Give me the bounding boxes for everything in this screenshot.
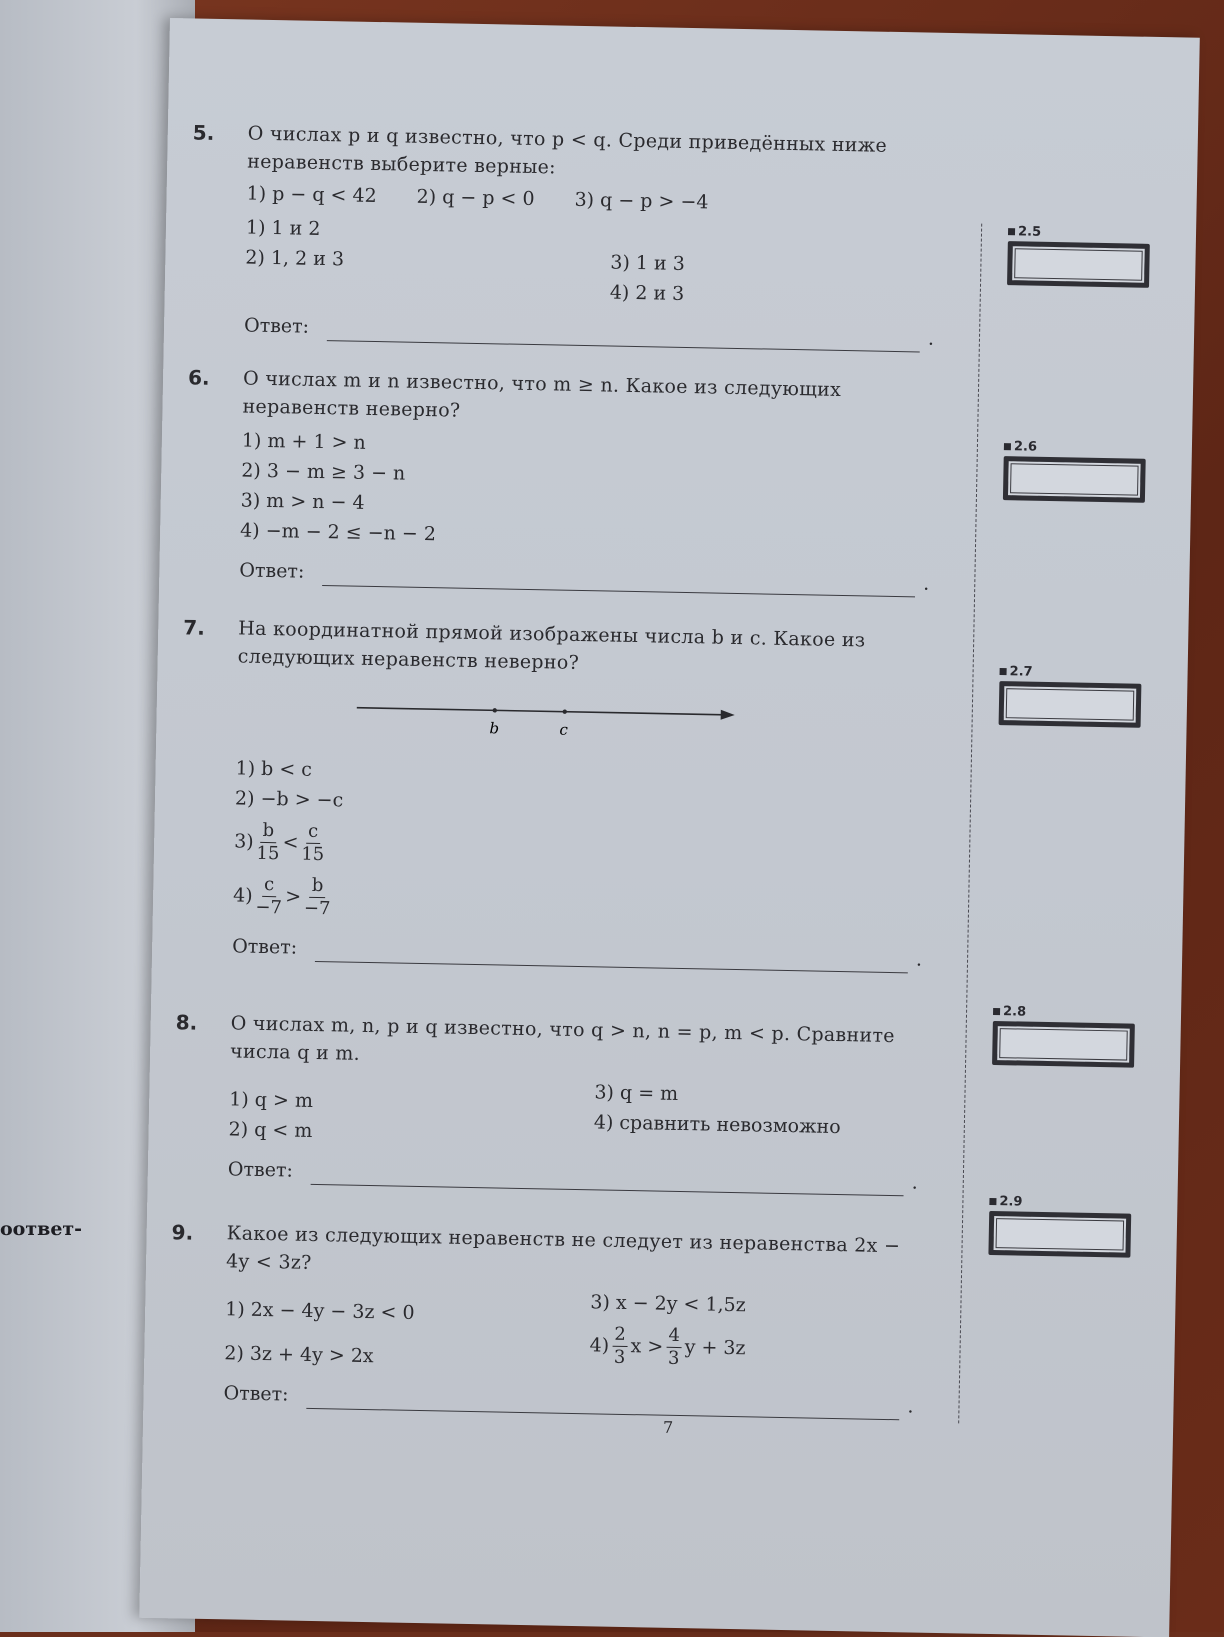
answer-option: 1) 1 и 2 bbox=[245, 216, 321, 240]
answer-option: 3) 1 и 3 bbox=[610, 251, 686, 275]
answer-box[interactable] bbox=[992, 1021, 1135, 1068]
answer-line[interactable] bbox=[311, 1162, 904, 1196]
denominator: 3 bbox=[667, 1347, 680, 1369]
answer-label: Ответ: bbox=[227, 1158, 294, 1182]
numerator: b bbox=[260, 819, 276, 842]
point-c-label: c bbox=[559, 720, 568, 739]
answer-option: 3) q = m bbox=[594, 1081, 679, 1105]
box-tag: 2.7 bbox=[999, 664, 1149, 682]
answer-option: 1) m + 1 > n bbox=[241, 429, 366, 454]
answer-option bbox=[589, 1318, 915, 1378]
fraction bbox=[301, 820, 325, 865]
task-question: О числах m, n, p и q известно, что q > n, n = p, m < p. Сравните числа q и m. bbox=[229, 1012, 896, 1065]
answer-box-9 bbox=[988, 1194, 1139, 1258]
numerator: 2 bbox=[612, 1323, 628, 1346]
statement: 3) q − p > −4 bbox=[574, 188, 709, 214]
numerator: 4 bbox=[666, 1324, 682, 1347]
option-prefix: 3) bbox=[233, 830, 254, 853]
numerator: c bbox=[306, 820, 321, 843]
answer-box[interactable] bbox=[1003, 456, 1146, 503]
task-question: На координатной прямой изображены числа b и c. Какое из следующих неравенств неверно? bbox=[237, 617, 866, 674]
answer-row: Ответ: . bbox=[228, 1155, 918, 1196]
answer-row: Ответ: . bbox=[244, 311, 934, 352]
fraction bbox=[304, 874, 331, 920]
task-question: Какое из следующих неравенств не следует из неравенства 2x − 4y < 3z? bbox=[225, 1222, 901, 1274]
denominator: 3 bbox=[613, 1346, 626, 1368]
answer-option: 2) −b > −c bbox=[234, 787, 344, 812]
axis-line bbox=[357, 708, 725, 715]
answer-option: 3) x − 2y < 1,5z bbox=[590, 1291, 746, 1317]
answer-box[interactable] bbox=[1007, 241, 1150, 288]
task-question: О числах m и n известно, что m ≥ n. Какое из следующих неравенств неверно? bbox=[242, 367, 842, 422]
answer-option: 1) q > m bbox=[229, 1088, 314, 1112]
option-prefix: 4) bbox=[589, 1334, 610, 1357]
worksheet-page bbox=[139, 18, 1200, 1637]
answer-label: Ответ: bbox=[243, 314, 310, 338]
page-number: 7 bbox=[662, 1417, 674, 1437]
answer-option: 2) 3z + 4y > 2x bbox=[224, 1342, 374, 1368]
point-c bbox=[563, 709, 567, 713]
denominator: 15 bbox=[301, 843, 325, 865]
answer-option: 4) 2 и 3 bbox=[609, 281, 685, 305]
fraction bbox=[255, 873, 282, 919]
fraction bbox=[256, 819, 280, 864]
task-question: О числах p и q известно, что p < q. Среди приведённых ниже неравенств выберите верные: bbox=[247, 122, 888, 179]
answer-line[interactable] bbox=[327, 318, 920, 352]
task-7 bbox=[183, 614, 929, 973]
answer-row: Ответ: . bbox=[232, 932, 922, 973]
box-tag: 2.9 bbox=[989, 1194, 1139, 1212]
margin-divider bbox=[958, 224, 982, 1424]
answer-box-5 bbox=[1007, 224, 1158, 288]
task-number: 9. bbox=[171, 1220, 194, 1245]
answer-line[interactable] bbox=[322, 563, 915, 597]
axis-arrow bbox=[721, 710, 735, 720]
answer-option: 3) m > n − 4 bbox=[240, 489, 365, 514]
task-number: 5. bbox=[192, 120, 215, 145]
box-tag: 2.5 bbox=[1008, 224, 1158, 242]
numerator: c bbox=[262, 873, 277, 896]
task-number: 8. bbox=[175, 1010, 198, 1035]
box-tag: 2.6 bbox=[1004, 439, 1154, 457]
answer-label: Ответ: bbox=[223, 1382, 289, 1406]
answer-option: 1) 2x − 4y − 3z < 0 bbox=[225, 1298, 415, 1324]
denominator: 15 bbox=[256, 842, 280, 864]
fraction bbox=[612, 1323, 628, 1368]
fraction bbox=[666, 1324, 682, 1369]
denominator: −7 bbox=[255, 896, 283, 918]
numerator: b bbox=[310, 874, 326, 897]
task-6 bbox=[187, 364, 933, 597]
expression-part: y + 3z bbox=[684, 1336, 746, 1360]
task-number: 7. bbox=[183, 615, 206, 640]
denominator: −7 bbox=[303, 897, 331, 919]
answer-option: 2) 1, 2 и 3 bbox=[245, 246, 345, 271]
statement: 1) p − q < 42 bbox=[246, 182, 377, 207]
point-b-label: b bbox=[489, 719, 500, 738]
answer-option: 4) сравнить невозможно bbox=[593, 1111, 841, 1139]
answer-box[interactable] bbox=[988, 1211, 1131, 1258]
number-line bbox=[236, 670, 927, 753]
expression-part: x > bbox=[630, 1335, 664, 1358]
task-number: 6. bbox=[187, 365, 210, 390]
answer-box-6 bbox=[1003, 439, 1154, 503]
answer-label: Ответ: bbox=[231, 935, 298, 959]
inequality-sign: < bbox=[282, 831, 299, 854]
inequality-sign: > bbox=[285, 885, 302, 908]
task-8 bbox=[175, 1009, 921, 1196]
answer-box[interactable] bbox=[999, 681, 1142, 728]
answer-row: Ответ: . bbox=[239, 556, 929, 597]
answer-option: 2) 3 − m ≥ 3 − n bbox=[241, 459, 406, 485]
answer-option: 1) b < c bbox=[235, 757, 313, 781]
answer-box-8 bbox=[992, 1004, 1143, 1068]
option-prefix: 4) bbox=[232, 884, 253, 907]
box-tag: 2.8 bbox=[993, 1004, 1143, 1022]
answer-box-7 bbox=[999, 664, 1150, 728]
answer-option: 2) q < m bbox=[228, 1118, 313, 1142]
task-9 bbox=[171, 1219, 916, 1420]
answer-line[interactable] bbox=[306, 1386, 899, 1420]
task-5 bbox=[192, 120, 938, 353]
answer-option: 4) −m − 2 ≤ −n − 2 bbox=[239, 519, 437, 546]
answer-line[interactable] bbox=[315, 939, 908, 973]
statement: 2) q − p < 0 bbox=[416, 185, 535, 211]
answer-row: Ответ: . bbox=[223, 1379, 913, 1420]
number-line-figure bbox=[236, 670, 927, 753]
answer-label: Ответ: bbox=[239, 559, 305, 583]
left-page-text: оответ- bbox=[0, 1218, 83, 1240]
point-b bbox=[493, 708, 497, 712]
